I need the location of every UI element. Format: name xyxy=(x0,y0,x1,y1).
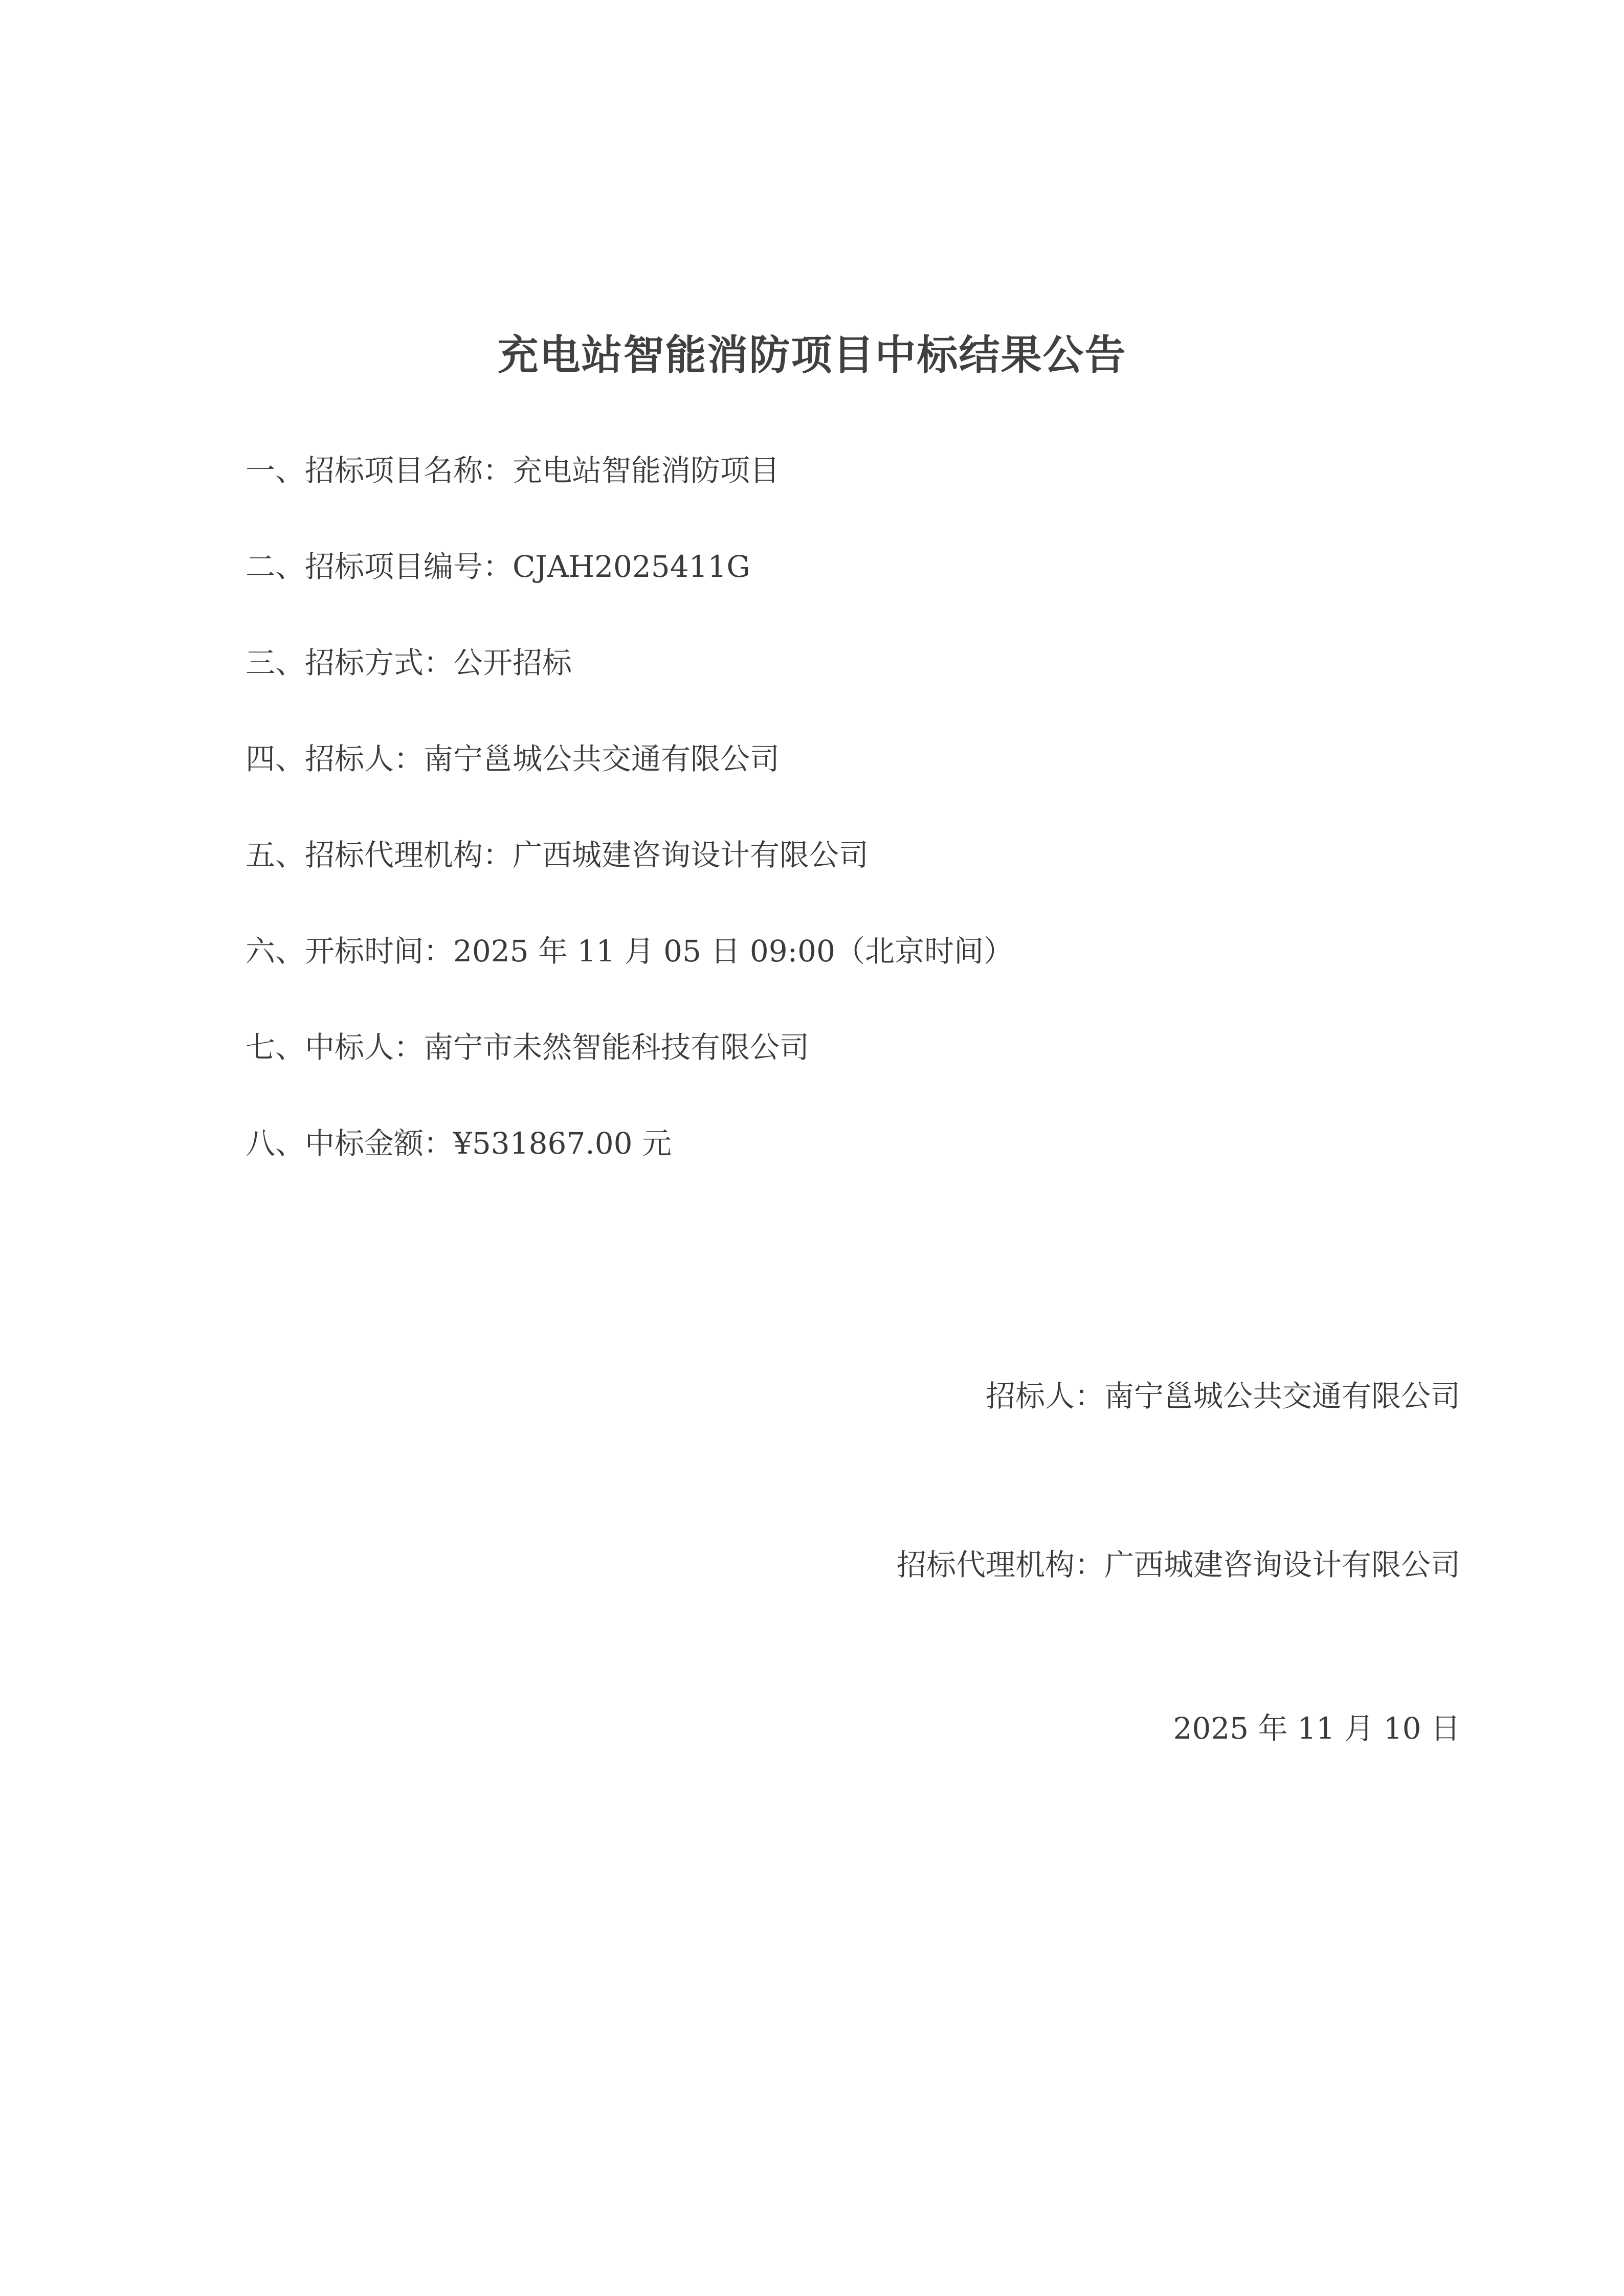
item-bidding-method: 三、招标方式：公开招标 xyxy=(246,645,572,680)
item-bidding-agent: 五、招标代理机构：广西城建咨询设计有限公司 xyxy=(246,838,869,872)
signature-agent: 招标代理机构：广西城建咨询设计有限公司 xyxy=(896,1547,1460,1582)
signature-tenderer: 招标人：南宁邕城公共交通有限公司 xyxy=(985,1379,1460,1413)
item-tenderer: 四、招标人：南宁邕城公共交通有限公司 xyxy=(246,741,780,776)
item-opening-time: 六、开标时间：2025 年 11 月 05 日 09:00（北京时间） xyxy=(246,934,1013,969)
item-winning-bidder: 七、中标人：南宁市未然智能科技有限公司 xyxy=(246,1030,810,1065)
item-winning-amount: 八、中标金额：¥531867.00 元 xyxy=(246,1126,672,1161)
item-project-name: 一、招标项目名称：充电站智能消防项目 xyxy=(246,453,780,488)
announcement-items xyxy=(246,450,1013,1219)
item-project-number: 二、招标项目编号：CJAH2025411G xyxy=(246,549,750,584)
signature-date: 2025 年 11 月 10 日 xyxy=(1173,1711,1460,1746)
document-title: 充电站智能消防项目中标结果公告 xyxy=(497,331,1127,379)
